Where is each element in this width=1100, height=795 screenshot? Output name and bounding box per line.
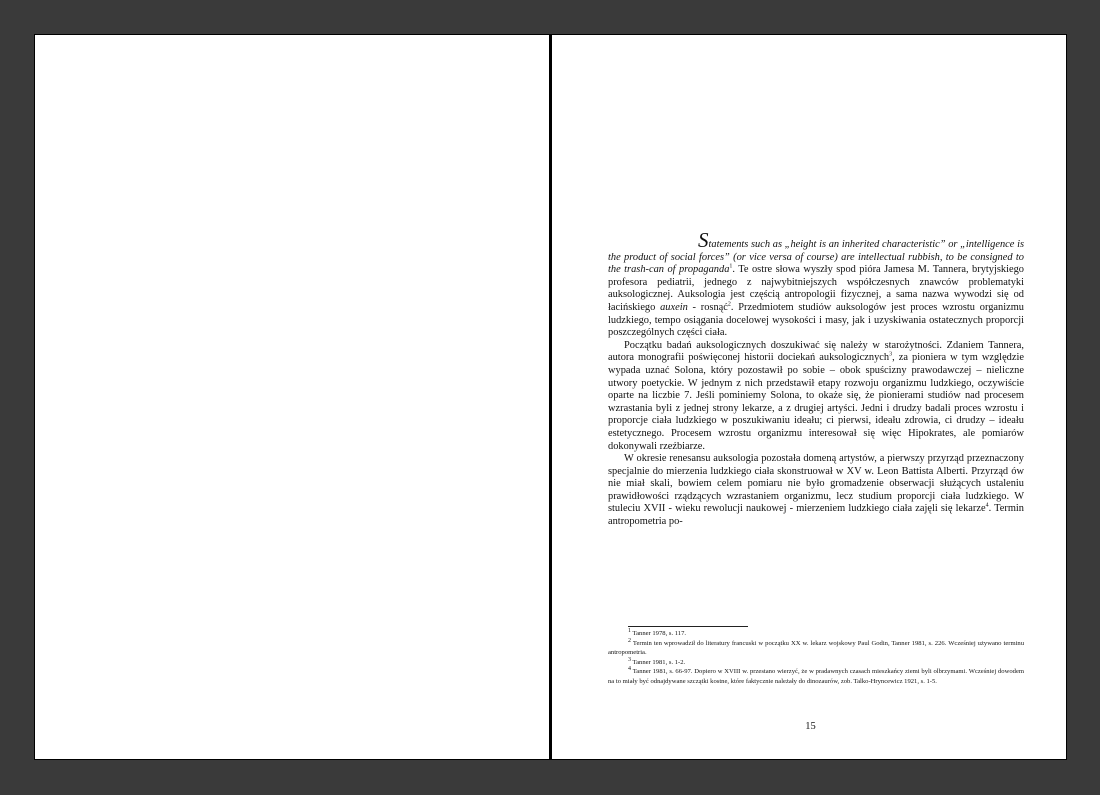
right-page	[550, 34, 1067, 760]
page-number: 15	[805, 721, 816, 732]
footnote-ref-4: 4	[985, 503, 989, 509]
term-auxein: auxein	[660, 301, 688, 313]
footnote-text: Tanner 1978, s. 117.	[631, 630, 687, 637]
footnote-4	[608, 667, 1024, 686]
paragraph-1-text-a: . Te ostre słowa wyszły spod pióra Jamesa M. Tannera, brytyjskiego profesora pediatrii, jednego z najwybitniejszych współczesnych znawców problematyki auksologicznej. Auksologia jest częścią antropologii fizycznej, a sama nazwa wywodzi się od łacińskiego	[608, 264, 1025, 313]
footnote-number: 2	[628, 637, 631, 644]
footnote-text: Tanner 1981, s. 66-97. Dopiero w XVIII w. przestano wierzyć, że w pradawnych czasach mieszkańcy ziemi byli olbrzymami. Wcześniej dowodem na to miały być odnajdywane szczątki kostne, które faktycznie należały do dinozaurów, zob. Talko-Hryncewicz 1921, s. 1-5.	[608, 668, 1024, 685]
footnotes	[608, 629, 1024, 687]
paragraph-1	[608, 228, 1025, 340]
intro-quote: tatements such as „height is an inherited characteristic” or „intelligence is the product of social forces” (or vice versa of course) are intellectual rubbish, to be consigned to the trash-can of propaganda	[608, 239, 1024, 276]
footnote-ref-3: 3	[889, 351, 893, 358]
footnote-text: Tanner 1981, s. 1-2.	[631, 658, 686, 666]
footnote-2	[608, 639, 1024, 658]
footnote-text: Termin ten wprowadził do literatury francuski w początku XX w. lekarz wojskowy Paul Godin, Tanner 1981, s. 226. Wcześniej używano terminu antropometria.	[608, 639, 1024, 657]
left-page-blank	[34, 34, 550, 760]
paragraph-2-text-a: Początku badań auksologicznych doszukiwać się należy w starożytności. Zdaniem Tannera, autora monografii poświęconej historii dociekań auksologicznych	[608, 339, 1024, 364]
footnote-3	[608, 658, 1024, 668]
paragraph-3-text-a: W okresie renesansu auksologia pozostała domeną artystów, a pierwszy przyrząd przeznaczony specjalnie do mierzenia ludzkiego ciała skonstruował w XV w. Leon Battista Alberti. Przyrząd ów nie miał skali, bowiem celem pomiaru nie było gromadzenie obserwacji służących ustaleniu prawidłowości rządzących wzrastaniem organizmu, lecz studium proporcji ciała ludzkiego. W stuleciu XVII - wieku rewolucji naukowej - mierzeniem ludzkiego ciała zajęli się lekarze	[608, 453, 1024, 515]
footnote-ref-1: 1	[729, 263, 733, 270]
body-text	[608, 228, 1025, 529]
paragraph-1-text-b: - rosnąć	[687, 301, 728, 313]
footnote-number: 3	[628, 656, 631, 663]
footnote-ref-2: 2	[727, 301, 731, 308]
paragraph-1-text-c: . Przedmiotem studiów auksologów jest proces wzrostu organizmu ludzkiego, tempo osiągania docelowej wysokości i masy, jak i uzyskiwania ostatecznych proporcji poszczególnych części ciała.	[608, 301, 1024, 339]
footnote-number: 4	[628, 666, 631, 673]
drop-cap: S	[698, 228, 709, 252]
paragraph-2-text-b: , za pioniera w tym względzie wypada uznać Solona, który pozostawił po sobie – obok spuścizny prawodawczej – nieliczne utwory poetyckie. W jednym z nich przedstawił etapy rozwoju organizmu ludzkiego, oczywiście oparte na liczbie 7. Jeśli pominiemy Solona, to okaże się, że pionierami studiów nad procesem wzrastania byli z jednej strony lekarze, a z drugiej artyści. Jedni i drudzy badali proces wzrostu i proporcje ciała ludzkiego w poszukiwaniu ideału; ci pierwsi, ideału zdrowia, ci drudzy – ideału estetycznego. Procesem wzrostu organizmu interesował się więc Hipokrates, ale pomiarów dokonywali rzeźbiarze.	[608, 352, 1024, 452]
paragraph-2	[608, 340, 1024, 453]
paragraph-3	[608, 453, 1024, 529]
paragraph-3-text-b: . Termin antropometria po-	[608, 503, 1024, 528]
footnote-divider	[628, 626, 748, 627]
footnote-1	[608, 629, 1024, 639]
footnote-number: 1	[628, 627, 631, 634]
